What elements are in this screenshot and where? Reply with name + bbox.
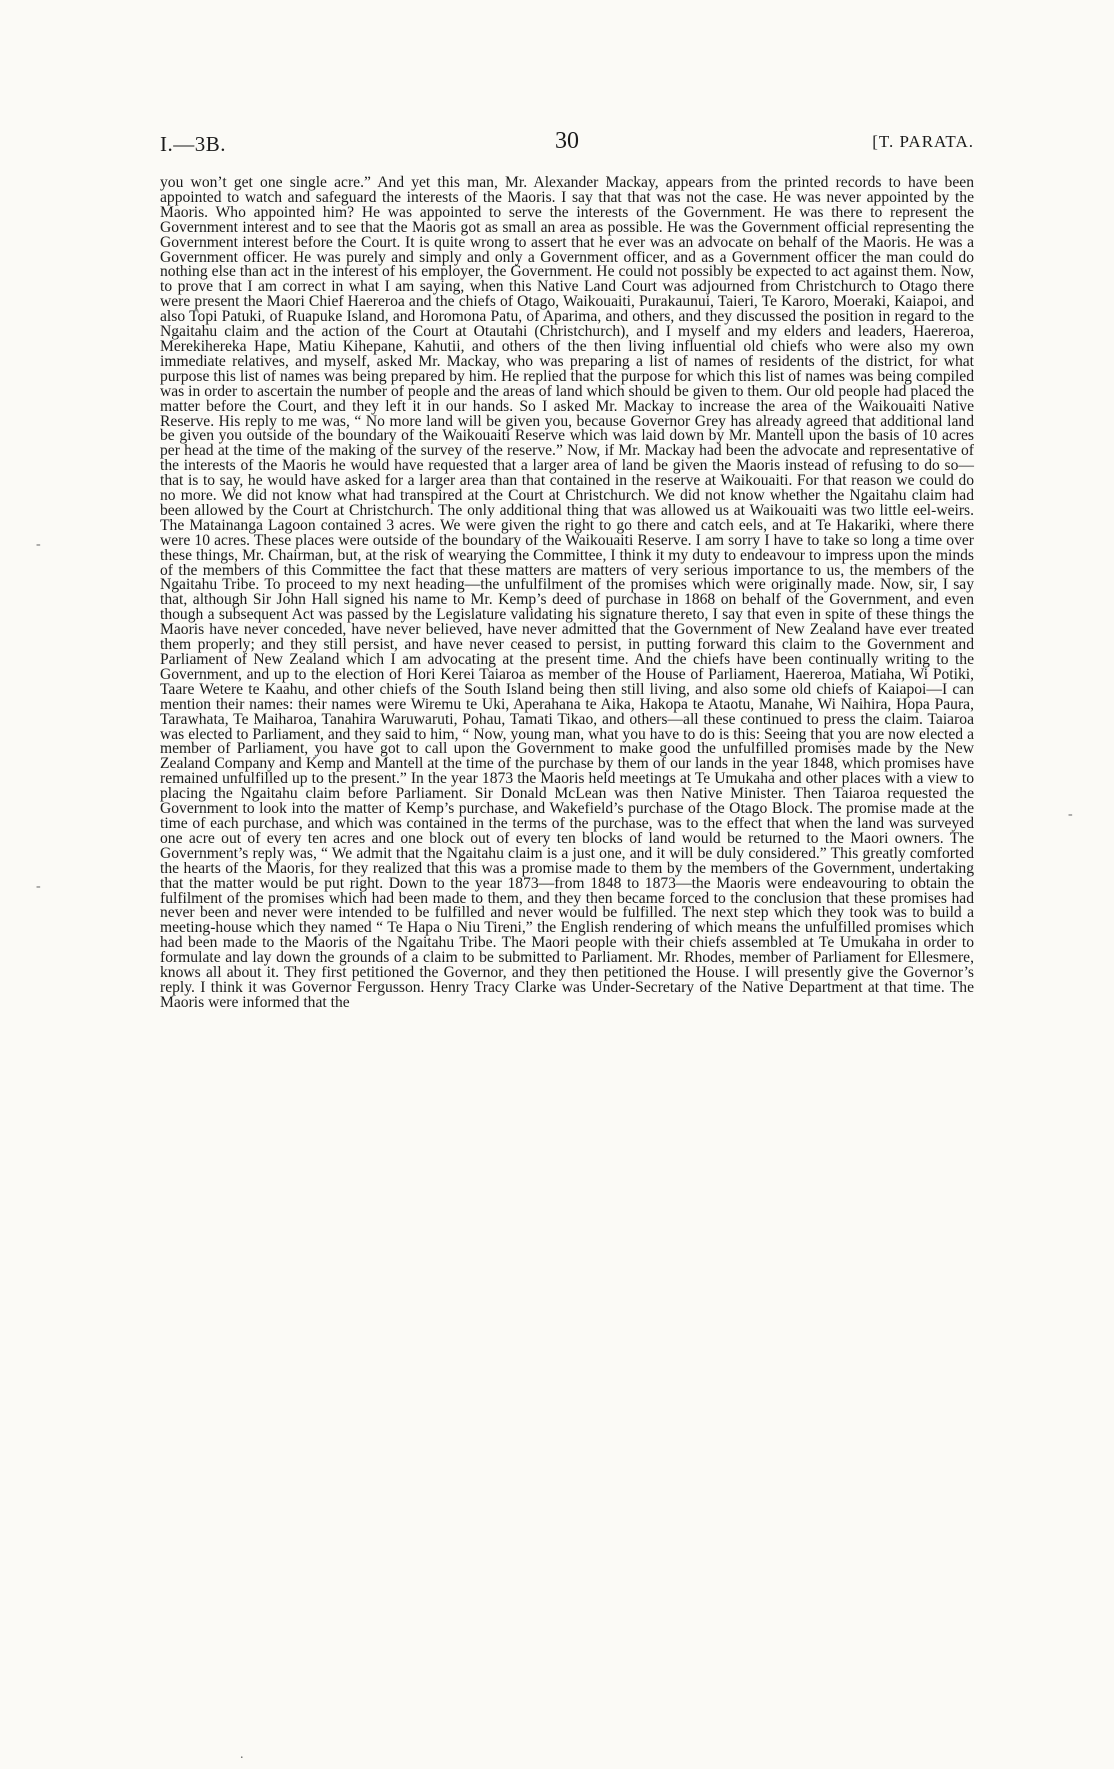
page-number: 30 [555,128,579,154]
margin-tick-mark: - [1068,807,1073,822]
margin-tick-mark: - [36,879,41,894]
body-paragraph: you won’t get one single acre.” And yet this man, Mr. Alexander Mackay, appears from the printed records to have been appointed to watch and safeguard the interests of the Maoris. I say that that was not the case. He was never appointed by the Maoris. Who appointed him? He was appointed to serve the interests of the Government. He was there to represent the Government interest and to see that the Maoris got as small an area as possible. He was the Government official representing the Government interest before the Court. It is quite wrong to assert that he ever was an advocate on behalf of the Maoris. He was a Government officer. He was purely and simply and only a Government officer, and as a Government officer the man could do nothing else than act in the interest of his employer, the Government. He could not possibly be expected to act against them. Now, to prove that I am correct in what I am saying, when this Native Land Court was adjourned from Christchurch to Otago there were present the Maori Chief Haereroa and the chiefs of Otago, Waikouaiti, Purakaunui, Taieri, Te Karoro, Moeraki, Kaiapoi, and also Topi Patuki, of Ruapuke Island, and Horomona Patu, of Aparima, and others, and they discussed the position in regard to the Ngaitahu claim and the action of the Court at Otautahi (Christchurch), and I myself and my elders and leaders, Haereroa, Merekihereka Hape, Matiu Kihepane, Kahutii, and others of the then living influential old chiefs who were also my own immediate relatives, and myself, asked Mr. Mackay, who was preparing a list of names of residents of the district, for what purpose this list of names was being prepared by him. He replied that the purpose for which this list of names was being compiled was in order to ascertain the number of people and the areas of land which should be given to them. Our old people had placed the matter before the Court, and they left it in our hands. So I asked Mr. Mackay to increase the area of the Waikouaiti Native Reserve. His reply to me was, “ No more land will be given you, because Governor Grey has already agreed that additional land be given you outside of the boundary of the Waikouaiti Reserve which was laid down by Mr. Mantell upon the basis of 10 acres per head at the time of the making of the survey of the reserve.” Now, if Mr. Mackay had been the advocate and representative of the interests of the Maoris he would have requested that a larger area of land be given the Maoris instead of refusing to do so—that is to say, he would have asked for a larger area than that contained in the reserve at Waikouaiti. For that reason we could do no more. We did not know what had transpired at the Court at Christchurch. We did not know whether the Ngaitahu claim had been allowed by the Court at Christchurch. The only additional thing that was allowed us at Waikouaiti was two little eel-weirs. The Matainanga Lagoon contained 3 acres. We were given the right to go there and catch eels, and at Te Hakariki, where there were 10 acres. These places were outside of the boundary of the Waikouaiti Reserve. I am sorry I have to take so long a time over these things, Mr. Chairman, but, at the risk of wearying the Committee, I think it my duty to endeavour to impress upon the minds of the members of this Committee the fact that these matters are matters of very serious importance to us, the members of the Ngaitahu Tribe. To proceed to my next heading—the unfulfilment of the promises which were originally made. Now, sir, I say that, although Sir John Hall signed his name to Mr. Kemp’s deed of purchase in 1868 on behalf of the Government, and even though a subsequent Act was passed by the Legislature validating his signature thereto, I say that even in spite of these things the Maoris have never conceded, have never believed, have never admitted that the Government of New Zealand have ever treated them properly; and they still persist, and have never ceased to persist, in putting forward this claim to the Government and Parliament of New Zealand which I am advocating at the present time. And the chiefs have been continually writing to the Government, and up to the election of Hori Kerei Taiaroa as member of the House of Parliament, Haereroa, Matiaha, Wi Potiki, Taare Wetere te Kaahu, and other chiefs of the South Island being then still living, and also some old chiefs of Kaiapoi—I can mention their names: their names were Wiremu te Uki, Aperahana te Aika, Hakopa te Ataotu, Manahe, Wi Naihira, Hopa Paura, Tarawhata, Te Maiharoa, Tanahira Waruwaruti, Pohau, Tamati Tikao, and others—all these continued to press the claim. Taiaroa was elected to Parliament, and they said to him, “ Now, young man, what you have to do is this: Seeing that you are now elected a member of Parliament, you have got to call upon the Government to make good the unfulfilled promises made by the New Zealand Company and Kemp and Mantell at the time of the purchase by them of our lands in the year 1848, which promises have remained unfulfilled up to the present.” In the year 1873 the Maoris held meetings at Te Umukaha and other places with a view to placing the Ngaitahu claim before Parliament. Sir Donald McLean was then Native Minister. Then Taiaroa requested the Government to look into the matter of Kemp’s purchase, and Wakefield’s purchase of the Otago Block. The promise made at the time of each purchase, and which was contained in the terms of the purchase, was to the effect that when the land was surveyed one acre out of every ten acres and one block out of every ten blocks of land would be returned to the Maori owners. The Government’s reply was, “ We admit that the Ngaitahu claim is a just one, and it will be duly considered.” This greatly comforted the hearts of the Maoris, for they realized that this was a promise made to them by the members of the Government, undertaking that the matter would be put right. Down to the year 1873—from 1848 to 1873—the Maoris were endeavouring to obtain the fulfilment of the promises which had been made to them, and they then became forced to the conclusion that these promises had never been and never were intended to be fulfilled and never would be fulfilled. The next step which they took was to build a meeting-house which they named “ Te Hapa o Niu Tireni,” the English rendering of which means the unfulfilled promises which had been made to the Maoris of the Ngaitahu Tribe. The Maori people with their chiefs assembled at Te Umukaha in order to formulate and lay down the grounds of a claim to be submitted to Parliament. Mr. Rhodes, member of Parliament for Ellesmere, knows all about it. They first petitioned the Governor, and they then petitioned the House. I will presently give the Governor’s reply. I think it was Governor Fergusson. Henry Tracy Clarke was Under-Secretary of the Native Department at that time. The Maoris were informed that the [160,174,974,1011]
margin-dot-mark: . [240,1747,244,1762]
header-reference: I.—3B. [160,132,226,156]
margin-tick-mark: - [36,537,41,552]
header-speaker: [T. PARATA. [872,132,974,151]
page-header [160,128,974,162]
